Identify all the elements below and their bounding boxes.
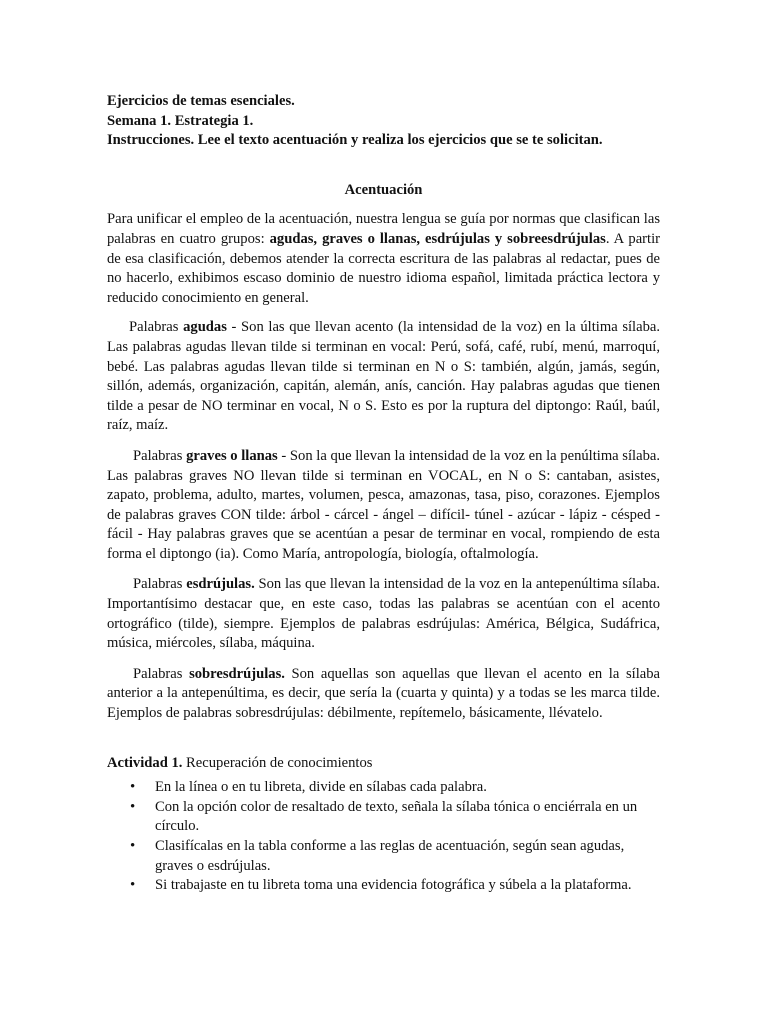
intro-text-after: . A partir de esa clasificación, debemos atender la correcta escritura de las palabras al redactar, pues de no hacerlo, exhibimos escaso dominio de nuestro idioma español, limitada práctica lectora y reducido conocimiento en general.	[107, 230, 661, 306]
document-page	[107, 92, 660, 896]
intro-text-before: Para unificar el empleo de la acentuación, nuestra lengua se guía por normas que clasifican las palabras en cuatro grupos:	[107, 211, 660, 247]
list-item-text: Clasifícalas en la tabla conforme a las reglas de acentuación, según sean agudas, graves o esdrújulas.	[155, 838, 625, 874]
bullet-icon: •	[130, 838, 136, 854]
intro-bold-groups: agudas, graves o llanas, esdrújulas y sobreesdrújulas	[269, 230, 606, 247]
sobresdrujulas-term: sobresdrújulas.	[189, 665, 285, 682]
esdrujulas-paragraph	[107, 575, 660, 653]
esdrujulas-term: esdrújulas.	[186, 576, 255, 593]
esdrujulas-lead: Palabras	[133, 576, 187, 593]
header-line-3: Instrucciones. Lee el texto acentuación y realiza los ejercicios que se te solicitan.	[107, 132, 603, 149]
activity-title: Recuperación de conocimientos	[182, 754, 373, 771]
list-item	[107, 876, 660, 896]
sobresdrujulas-paragraph	[107, 665, 660, 724]
agudas-lead: Palabras	[129, 319, 184, 336]
bullet-icon: •	[130, 798, 136, 815]
activity-task-list	[107, 778, 660, 896]
document-title: Acentuación	[344, 181, 423, 198]
list-item-text: Si trabajaste en tu libreta toma una evidencia fotográfica y súbela a la plataforma.	[155, 877, 632, 894]
list-item	[107, 798, 660, 837]
activity-label: Actividad 1.	[107, 754, 183, 771]
sobresdrujulas-text: Son aquellas son aquellas que llevan el acento en la sílaba anterior a la antepenúltima, es decir, que sería la (cuarta y quinta) y a todas se les marca tilde. Ejemplos de palabras sobresdrújulas: débilmente, repítemelo, básicamente, llévatelo.	[107, 665, 660, 722]
intro-paragraph	[107, 210, 660, 308]
agudas-text: - Son las que llevan acento (la intensidad de la voz) en la última sílaba. Las palabras agudas llevan tilde si terminan en vocal: Perú, sofá, café, rubí, menú, marroquí, bebé. Las palabras agudas llevan tilde si terminan en N o S: también, algún, jamás, según, sillón, además, organización, capitán, alemán, anís, canción. Hay palabras agudas que tienen tilde a pesar de NO terminar en vocal, N o S. Esto es por la ruptura del diptongo: Raúl, baúl, raíz, maíz.	[107, 319, 661, 434]
sobresdrujulas-lead: Palabras	[133, 665, 190, 682]
graves-term: graves o llanas	[186, 447, 278, 464]
esdrujulas-text: Son las que llevan la intensidad de la voz en la antepenúltima sílaba. Importantísimo destacar que, en este caso, todas las palabras se acentúan con el acento ortográfico (tilde), siempre. Ejemplos de palabras esdrújulas: América, Bélgica, Sudáfrica, música, miércoles, sílaba, máquina.	[107, 576, 660, 652]
header-line-1: Ejercicios de temas esenciales.	[107, 93, 295, 109]
bullet-icon: •	[130, 779, 136, 796]
header-line-2: Semana 1. Estrategia 1.	[107, 112, 254, 129]
graves-text: - Son la que llevan la intensidad de la voz en la penúltima sílaba. Las palabras graves NO llevan tilde si terminan en VOCAL, en N o S: cantaban, asistes, zapato, problema, adulto, martes, volumen, pesca, amazonas, tasa, piso, corazones. Ejemplos de palabras graves CON tilde: árbol - cárcel - ángel – difícil- túnel - azúcar - lápiz - césped - fácil - Hay palabras graves que se acentúan a pesar de terminar en vocal, rompiendo de esta forma el diptongo (ia). Como María, antropología, biología, oftalmología.	[107, 447, 660, 562]
list-item	[107, 837, 660, 876]
graves-lead: Palabras	[133, 447, 187, 464]
list-item-text: En la línea o en tu libreta, divide en sílabas cada palabra.	[155, 779, 487, 796]
activity-heading	[107, 754, 660, 774]
agudas-paragraph	[107, 318, 660, 436]
bullet-icon: •	[130, 877, 136, 894]
list-item-text: Con la opción color de resaltado de texto, señala la sílaba tónica o enciérrala en un círculo.	[155, 798, 638, 835]
agudas-term: agudas	[183, 319, 227, 336]
list-item	[107, 778, 660, 798]
graves-paragraph	[107, 447, 660, 565]
